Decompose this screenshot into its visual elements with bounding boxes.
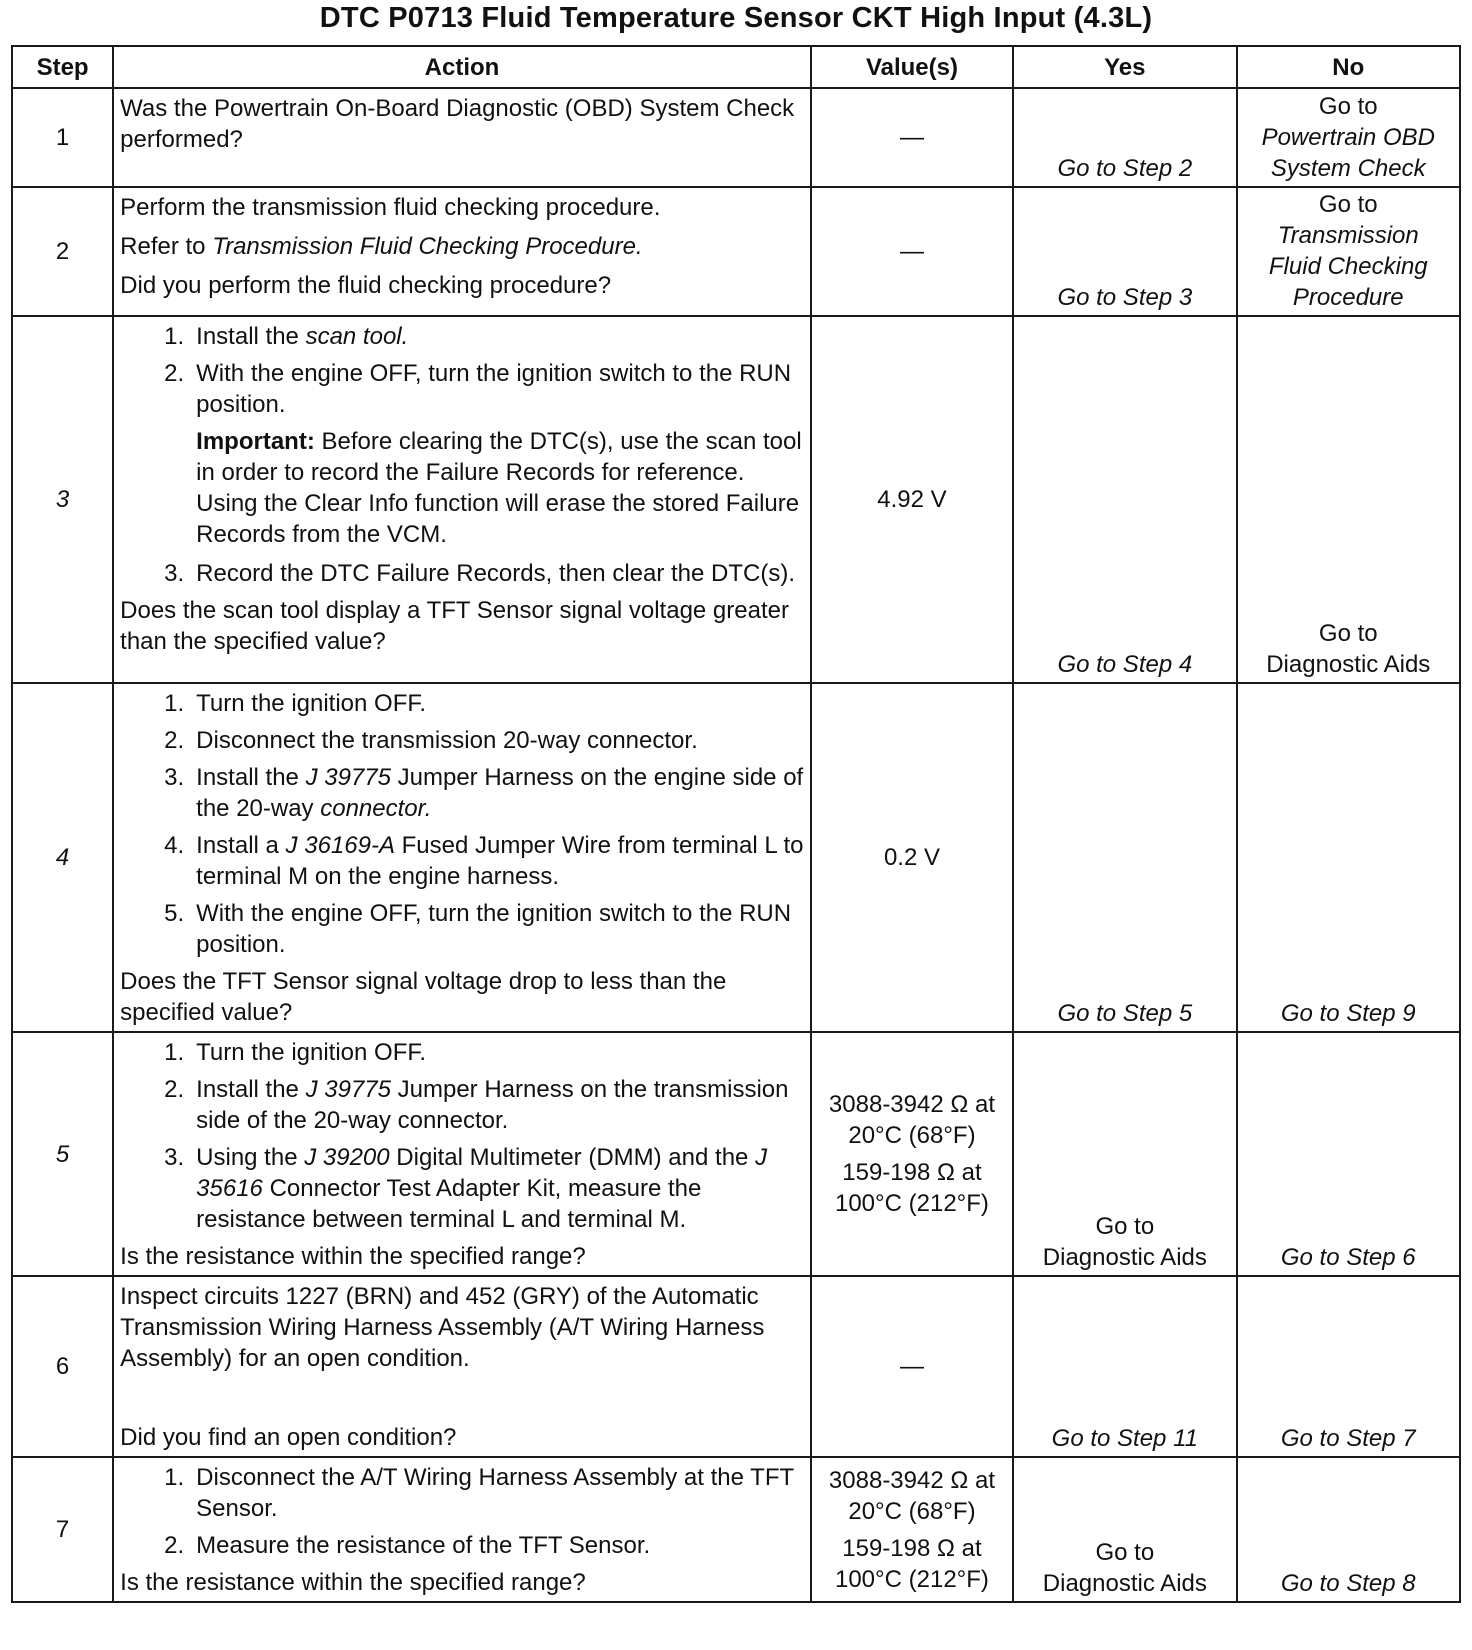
item-number: 1. [164,323,185,350]
action-list [120,321,804,420]
no-line: Transmission [1277,222,1419,249]
list-item [120,1462,804,1524]
step-number: 4 [12,683,113,1032]
table-row [12,187,1460,316]
item-text: Disconnect the A/T Wiring Harness Assembly at the TFT Sensor. [196,1464,794,1522]
action-question: Did you find an open condition? [120,1424,457,1451]
action-cell [113,683,811,1032]
step-number: 5 [12,1032,113,1276]
item-number: 1. [164,1039,185,1066]
table-row [12,88,1460,187]
table-row [12,1457,1460,1602]
yes-line: Diagnostic Aids [1042,1570,1207,1597]
step-number: 6 [12,1276,113,1457]
value-cell: — [811,1276,1013,1457]
list-item [120,898,804,960]
tool-reference: J 39775 [305,764,391,791]
item-text: Using the [196,1144,305,1171]
action-text: Inspect circuits 1227 (BRN) and 452 (GRY) of the Automatic Transmission Wiring Harness Assembly (A/T Wiring Harness Assembly) for an open condition. [120,1283,765,1372]
no-cell: Go to Step 7 [1237,1276,1460,1457]
action-text [120,231,804,262]
step-number: 3 [12,316,113,683]
item-text: Install the [196,764,306,791]
no-line: Go to [1318,93,1378,120]
action-text-part: Refer to [120,233,213,260]
value-line: 3088-3942 Ω at [828,1091,995,1118]
no-cell: Go to Step 6 [1237,1032,1460,1276]
yes-line: Diagnostic Aids [1042,1244,1207,1271]
no-cell [1237,88,1460,187]
item-text: Fused Jumper Wire from terminal L to terminal M on the engine harness. [196,832,804,890]
value-line: 100°C (212°F) [834,1190,989,1217]
no-cell [1237,187,1460,316]
no-line: Diagnostic Aids [1266,651,1431,678]
value-cell: 0.2 V [811,683,1013,1032]
action-cell [113,1276,811,1457]
tool-reference: J 39200 [304,1144,390,1171]
item-number: 4. [164,832,185,859]
diagnostic-table [11,45,1461,1603]
item-number: 2. [164,1076,185,1103]
value-line: 20°C (68°F) [848,1497,976,1525]
item-text: Turn the ignition OFF. [196,1039,427,1066]
value-line: 3088-3942 Ω at [828,1466,995,1494]
item-text: Digital Multimeter (DMM) and the [389,1144,756,1171]
value-line: 159-198 Ω at [842,1159,982,1186]
yes-cell [1013,1457,1236,1602]
value-line: 100°C (212°F) [834,1565,989,1593]
action-question: Does the scan tool display a TFT Sensor signal voltage greater than the specified value? [120,597,789,655]
item-text: Measure the resistance of the TFT Sensor. [196,1532,651,1559]
value-cell [811,1032,1013,1276]
step-number: 1 [12,88,113,187]
item-text: Turn the ignition OFF. [196,690,427,717]
list-item [120,321,804,352]
table-row [12,1032,1460,1276]
table-row [12,1276,1460,1457]
item-number: 2. [164,360,185,387]
item-number: 3. [164,560,185,587]
no-line: Go to [1318,620,1378,647]
action-question: Is the resistance within the specified range? [120,1243,586,1270]
action-question: Is the resistance within the specified range? [120,1569,586,1596]
list-item [120,1037,804,1068]
no-line: System Check [1270,155,1426,182]
yes-cell: Go to Step 5 [1013,683,1236,1032]
table-header-row [12,46,1460,88]
action-cell [113,1032,811,1276]
action-list [120,1462,804,1561]
action-cell [113,187,811,316]
list-item [120,1530,804,1561]
no-cell [1237,316,1460,683]
procedure-reference: Transmission Fluid Checking Procedure. [212,233,643,260]
important-text: Before clearing the DTC(s), use the scan tool in order to record the Failure Records for reference. Using the Clear Info function will erase the stored Failure Records from the VCM. [196,428,802,548]
value-cell: 4.92 V [811,316,1013,683]
no-line: Powertrain OBD [1261,124,1435,151]
action-list [120,558,804,589]
list-item [120,725,804,756]
item-text: Install the [196,1076,306,1103]
action-text: Was the Powertrain On-Board Diagnostic (OBD) System Check performed? [120,95,795,153]
header-yes: Yes [1013,46,1236,88]
value-line: 159-198 Ω at [842,1534,982,1562]
value-cell: — [811,187,1013,316]
table-row [12,316,1460,683]
list-item [120,358,804,420]
item-number: 5. [164,900,185,927]
list-item [120,688,804,719]
list-item [120,558,804,589]
yes-line: Go to [1095,1539,1155,1566]
yes-cell [1013,1032,1236,1276]
item-number: 2. [164,1532,185,1559]
no-line: Go to [1318,191,1378,218]
item-text: Connector Test Adapter Kit, measure the resistance between terminal L and terminal M. [196,1175,702,1233]
tool-reference: connector. [320,795,432,822]
yes-cell: Go to Step 2 [1013,88,1236,187]
yes-cell: Go to Step 4 [1013,316,1236,683]
step-number: 2 [12,187,113,316]
item-text: Install the [196,323,306,350]
important-note [196,426,804,550]
action-cell [113,88,811,187]
no-line: Procedure [1292,284,1404,311]
action-list [120,1037,804,1235]
item-number: 3. [164,764,185,791]
action-text: Perform the transmission fluid checking procedure. [120,194,661,221]
list-item [120,762,804,824]
item-text: Record the DTC Failure Records, then clear the DTC(s). [196,560,796,587]
list-item [120,1142,804,1235]
item-number: 1. [164,690,185,717]
list-item [120,1074,804,1136]
item-text: Jumper Harness on the engine side of the 20-way [196,764,804,822]
header-step: Step [12,46,113,88]
tool-reference: J 35616 [196,1144,768,1202]
item-text: With the engine OFF, turn the ignition switch to the RUN position. [196,360,792,418]
item-text: With the engine OFF, turn the ignition switch to the RUN position. [196,900,792,958]
action-cell [113,1457,811,1602]
action-cell [113,316,811,683]
item-text: Install a [196,832,286,859]
item-number: 2. [164,727,185,754]
action-question: Did you perform the fluid checking procedure? [120,272,612,299]
value-cell [811,1457,1013,1602]
action-list [120,688,804,960]
table-row [12,683,1460,1032]
yes-cell: Go to Step 3 [1013,187,1236,316]
important-label: Important: [196,428,315,455]
header-values: Value(s) [811,46,1013,88]
header-no: No [1237,46,1460,88]
item-text: Jumper Harness on the transmission side of the 20-way connector. [196,1076,789,1134]
action-question: Does the TFT Sensor signal voltage drop to less than the specified value? [120,968,727,1026]
yes-cell: Go to Step 11 [1013,1276,1236,1457]
item-number: 3. [164,1144,185,1171]
value-line: 20°C (68°F) [848,1122,976,1149]
item-text: Disconnect the transmission 20-way connector. [196,727,698,754]
page-title: DTC P0713 Fluid Temperature Sensor CKT High Input (4.3L) [319,2,1153,34]
tool-reference: scan tool. [305,323,409,350]
yes-line: Go to [1095,1213,1155,1240]
value-cell: — [811,88,1013,187]
header-action: Action [113,46,811,88]
list-item [120,830,804,892]
no-line: Fluid Checking [1268,253,1428,280]
item-number: 1. [164,1464,185,1491]
step-number: 7 [12,1457,113,1602]
no-cell: Go to Step 9 [1237,683,1460,1032]
no-cell: Go to Step 8 [1237,1457,1460,1602]
tool-reference: J 36169-A [285,832,395,859]
tool-reference: J 39775 [305,1076,391,1103]
